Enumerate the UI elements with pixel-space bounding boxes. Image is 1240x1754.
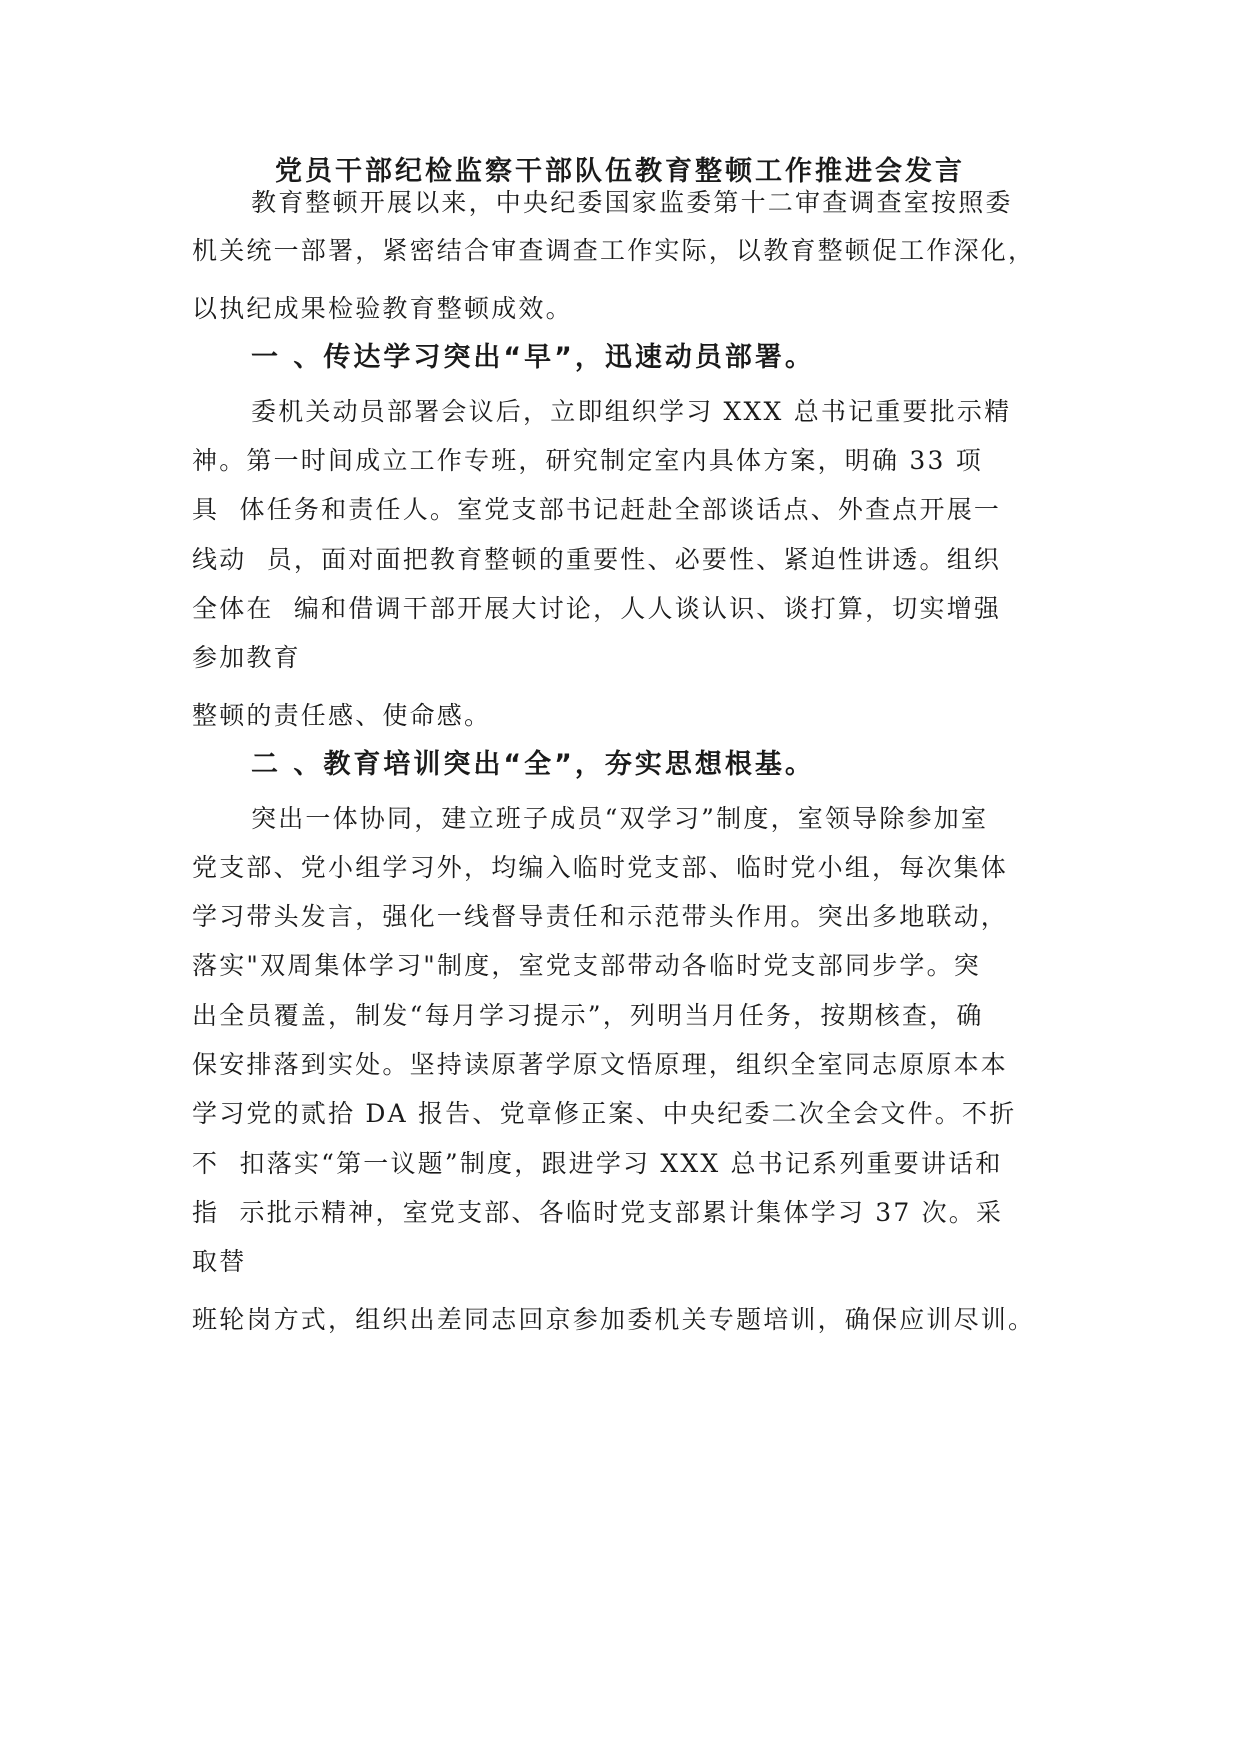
section-1-line-5: 全体在 编和借调干部开展大讨论，人人谈认识、谈打算，切实增强: [192, 594, 1002, 623]
section-1-line-7: 整顿的责任感、使命感。: [192, 701, 492, 730]
section-2-line-8: 不 扣落实“第一议题”制度，跟进学习 XXX 总书记系列重要讲话和: [192, 1149, 1003, 1178]
intro-line-3: 以执纪成果检验教育整顿成效。: [192, 294, 573, 323]
section-1-heading: 一 、传达学习突出“早”，迅速动员部署。: [251, 342, 815, 373]
section-2-line-4: 落实"双周集体学习"制度，室党支部带动各临时党支部同步学。突: [192, 951, 982, 980]
section-2-line-3: 学习带头发言，强化一线督导责任和示范带头作用。突出多地联动，: [192, 902, 1009, 931]
section-1-line-1: 委机关动员部署会议后，立即组织学习 XXX 总书记重要批示精: [251, 397, 1012, 426]
section-2-line-6: 保安排落到实处。坚持读原著学原文悟原理，组织全室同志原原本本: [192, 1050, 1009, 1079]
section-2-heading: 二 、教育培训突出“全”，夯实思想根基。: [251, 749, 815, 780]
section-1-line-6: 参加教育: [192, 643, 301, 672]
section-2-line-7: 学习党的贰拾 DA 报告、党章修正案、中央纪委二次全会文件。不折: [192, 1099, 1017, 1128]
section-2-line-1: 突出一体协同，建立班子成员“双学习”制度，室领导除参加室: [251, 804, 989, 833]
section-1-line-3: 具 体任务和责任人。室党支部书记赶赴全部谈话点、外查点开展一: [192, 495, 1002, 524]
section-1-line-2: 神。第一时间成立工作专班，研究制定室内具体方案，明确 33 项: [192, 446, 983, 475]
document-title: 党员干部纪检监察干部队伍教育整顿工作推进会发言: [275, 156, 965, 187]
section-2-line-2: 党支部、党小组学习外，均编入临时党支部、临时党小组，每次集体: [192, 853, 1009, 882]
section-2-line-5: 出全员覆盖，制发“每月学习提示”，列明当月任务，按期核查，确: [192, 1001, 984, 1030]
section-2-line-9: 指 示批示精神，室党支部、各临时党支部累计集体学习 37 次。采: [192, 1198, 1004, 1227]
intro-line-1: 教育整顿开展以来，中央纪委国家监委第十二审查调查室按照委: [251, 188, 1013, 217]
section-1-line-4: 线动 员，面对面把教育整顿的重要性、必要性、紧迫性讲透。组织: [192, 545, 1002, 574]
section-2-line-11: 班轮岗方式，组织出差同志回京参加委机关专题培训，确保应训尽训。: [192, 1305, 1036, 1334]
intro-line-2: 机关统一部署，紧密结合审查调查工作实际，以教育整顿促工作深化，: [192, 236, 1036, 265]
section-2-line-10: 取替: [192, 1247, 247, 1276]
